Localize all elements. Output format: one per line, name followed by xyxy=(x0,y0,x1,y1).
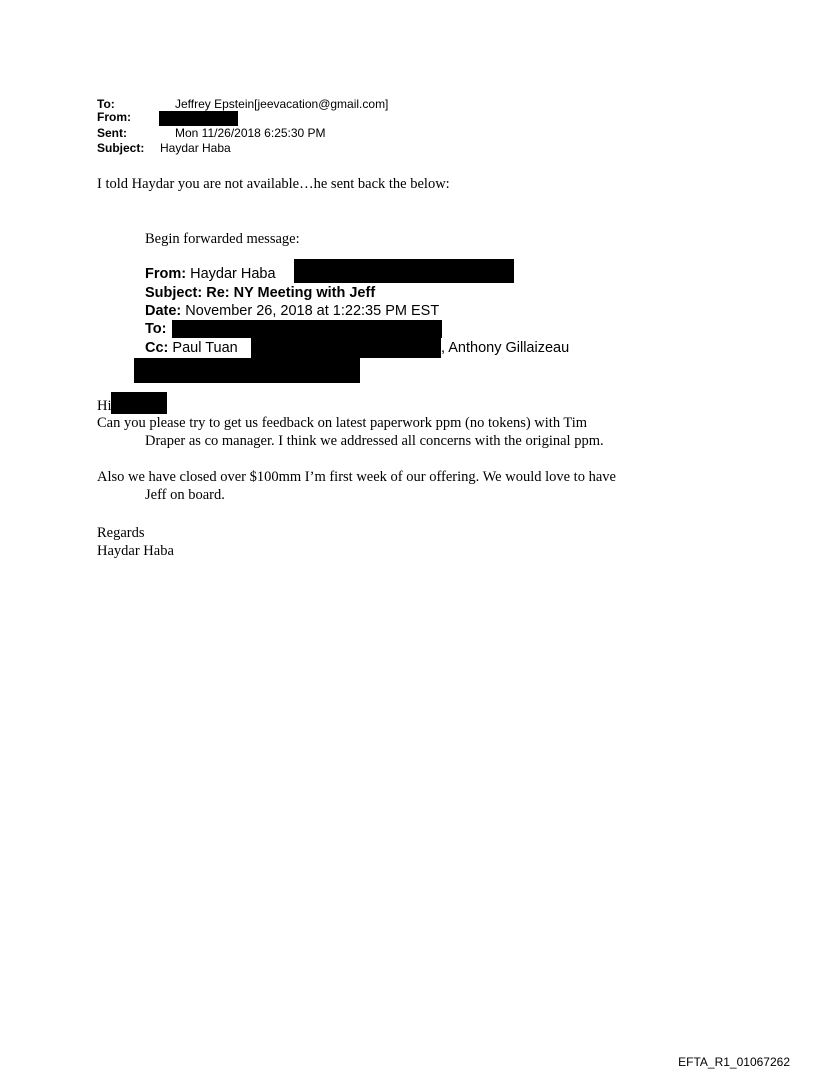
header-from-label: From: xyxy=(97,110,131,124)
forward-to-row xyxy=(145,320,166,338)
header-subject-value: Haydar Haba xyxy=(160,141,231,155)
redaction-forward-from-email xyxy=(294,259,514,283)
body-signature: Haydar Haba xyxy=(97,543,174,559)
forward-cc-row xyxy=(145,339,238,357)
header-to-label: To: xyxy=(97,97,115,111)
forward-subject-row xyxy=(145,284,375,302)
forward-cc-value-1: Paul Tuan xyxy=(172,340,238,356)
forward-from-row xyxy=(145,265,276,283)
header-sent-value: Mon 11/26/2018 6:25:30 PM xyxy=(175,126,326,140)
body-closing: Regards xyxy=(97,525,145,541)
header-subject-label: Subject: xyxy=(97,141,145,155)
redaction-greeting-name xyxy=(111,392,167,414)
header-sent-label: Sent: xyxy=(97,126,127,140)
body-p2-line2: Jeff on board. xyxy=(145,487,225,503)
body-p1-line1: Can you please try to get us feedback on latest paperwork ppm (no tokens) with Tim xyxy=(97,415,588,431)
forward-date-value: November 26, 2018 at 1:22:35 PM EST xyxy=(185,303,440,319)
redaction-forward-cc-2 xyxy=(134,358,360,383)
redaction-forward-cc-1 xyxy=(251,338,441,358)
redaction-forward-to xyxy=(172,320,442,338)
header-to-row xyxy=(97,98,388,111)
body-greeting: Hi xyxy=(97,398,112,414)
forward-from-value: Haydar Haba xyxy=(190,266,276,282)
intro-text: I told Haydar you are not available…he sent back the below: xyxy=(97,176,450,192)
forward-cc-label: Cc: xyxy=(145,340,169,356)
forward-date-label: Date: xyxy=(145,303,182,319)
header-subject-row xyxy=(97,142,231,155)
redaction-header-from xyxy=(159,111,238,126)
forward-from-label: From: xyxy=(145,266,187,282)
body-p2-line1: Also we have closed over $100mm I’m first week of our offering. We would love to have xyxy=(97,469,616,485)
forward-subject-label: Subject: xyxy=(145,285,203,301)
body-p1-line2: Draper as co manager. I think we addressed all concerns with the original ppm. xyxy=(145,433,604,449)
forward-date-row xyxy=(145,302,439,320)
header-to-value: Jeffrey Epstein[jeevacation@gmail.com] xyxy=(175,97,389,111)
forward-cc-value-2: , Anthony Gillaizeau xyxy=(441,340,570,356)
forward-begin-text: Begin forwarded message: xyxy=(145,231,300,247)
footer-document-id: EFTA_R1_01067262 xyxy=(678,1055,790,1069)
forward-subject-value: Re: NY Meeting with Jeff xyxy=(206,285,376,301)
header-sent-row xyxy=(97,127,326,140)
forward-to-label: To: xyxy=(145,321,167,337)
